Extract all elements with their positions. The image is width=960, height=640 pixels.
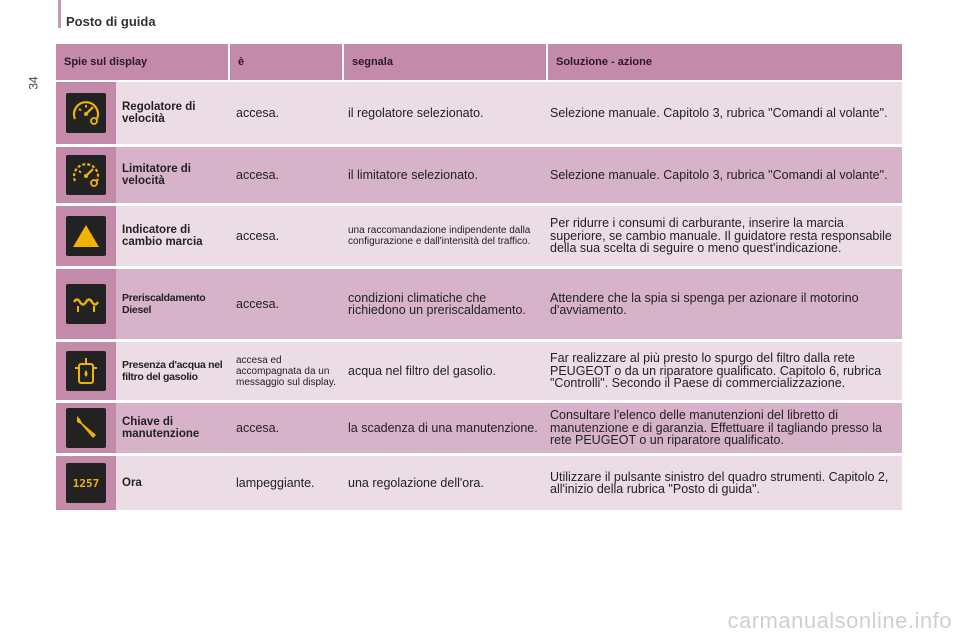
column-header-state: è [230,44,342,80]
table-row [56,403,902,453]
table-row [56,456,902,510]
table-row [56,82,902,144]
table-header [56,44,902,80]
column-header-solution: Soluzione - azione [548,44,902,80]
watermark: carmanualsonline.info [727,608,952,633]
row-state: accesa. [230,403,342,453]
row-signal: una regolazione dell'ora. [342,456,544,510]
row-name: Regolatore di velocità [116,82,230,144]
row-state: accesa. [230,206,342,266]
row-solution: Far realizzare al più presto lo spurgo del filtro dalla rete PEUGEOT o da un riparatore qualificato. Capitolo 6, rubrica "Controlli". Secondo il Paese di commercializzazione. [544,342,902,400]
row-solution: Selezione manuale. Capitolo 3, rubrica "Comandi al volante". [544,147,902,203]
clock-digits-icon: 1257 [66,463,106,503]
speedometer-cruise-icon [66,93,106,133]
row-signal: condizioni climatiche che richiedono un preriscaldamento. [342,269,544,339]
table-row [56,147,902,203]
row-name: Preriscaldamento Diesel [116,269,230,339]
row-signal: il limitatore selezionato. [342,147,544,203]
row-name: Ora [116,456,230,510]
table-row [56,269,902,339]
row-name: Limitatore di velocità [116,147,230,203]
page-number: 34 [26,76,41,90]
wrench-icon [66,408,106,448]
row-name: Presenza d'acqua nel filtro del gasolio [116,342,230,400]
row-signal: acqua nel filtro del gasolio. [342,342,544,400]
page-title: Posto di guida [66,14,156,29]
triangle-shift-icon [66,216,106,256]
row-state: accesa. [230,82,342,144]
row-solution: Consultare l'elenco delle manutenzioni del libretto di manutenzione e di garanzia. Effettuare il tagliando presso la rete PEUGEOT o un riparatore qualificato. [544,403,902,453]
glow-plug-icon [66,284,106,324]
row-state: accesa. [230,269,342,339]
row-solution: Per ridurre i consumi di carburante, inserire la marcia superiore, se cambio manuale. Il guidatore resta responsabile della sua scelta di seguire o meno quest'indicazione. [544,206,902,266]
column-header-signal: segnala [344,44,546,80]
row-state: lampeggiante. [230,456,342,510]
row-state: accesa ed accompagnata da un messaggio sul display. [230,342,342,400]
table-row [56,342,902,400]
row-solution: Attendere che la spia si spenga per azionare il motorino d'avviamento. [544,269,902,339]
row-signal: la scadenza di una manutenzione. [342,403,544,453]
row-signal: una raccomandazione indipendente dalla configurazione e dall'intensità del traffico. [342,206,544,266]
side-rule [58,0,61,28]
row-state: accesa. [230,147,342,203]
table-row [56,206,902,266]
row-name: Indicatore di cambio marcia [116,206,230,266]
row-solution: Utilizzare il pulsante sinistro del quadro strumenti. Capitolo 2, all'inizio della rubrica "Posto di guida". [544,456,902,510]
speedometer-limiter-icon [66,155,106,195]
row-signal: il regolatore selezionato. [342,82,544,144]
warning-lights-table [56,44,902,513]
row-solution: Selezione manuale. Capitolo 3, rubrica "Comandi al volante". [544,82,902,144]
water-in-fuel-icon [66,351,106,391]
column-header-spie: Spie sul display [56,44,228,80]
row-name: Chiave di manutenzione [116,403,230,453]
